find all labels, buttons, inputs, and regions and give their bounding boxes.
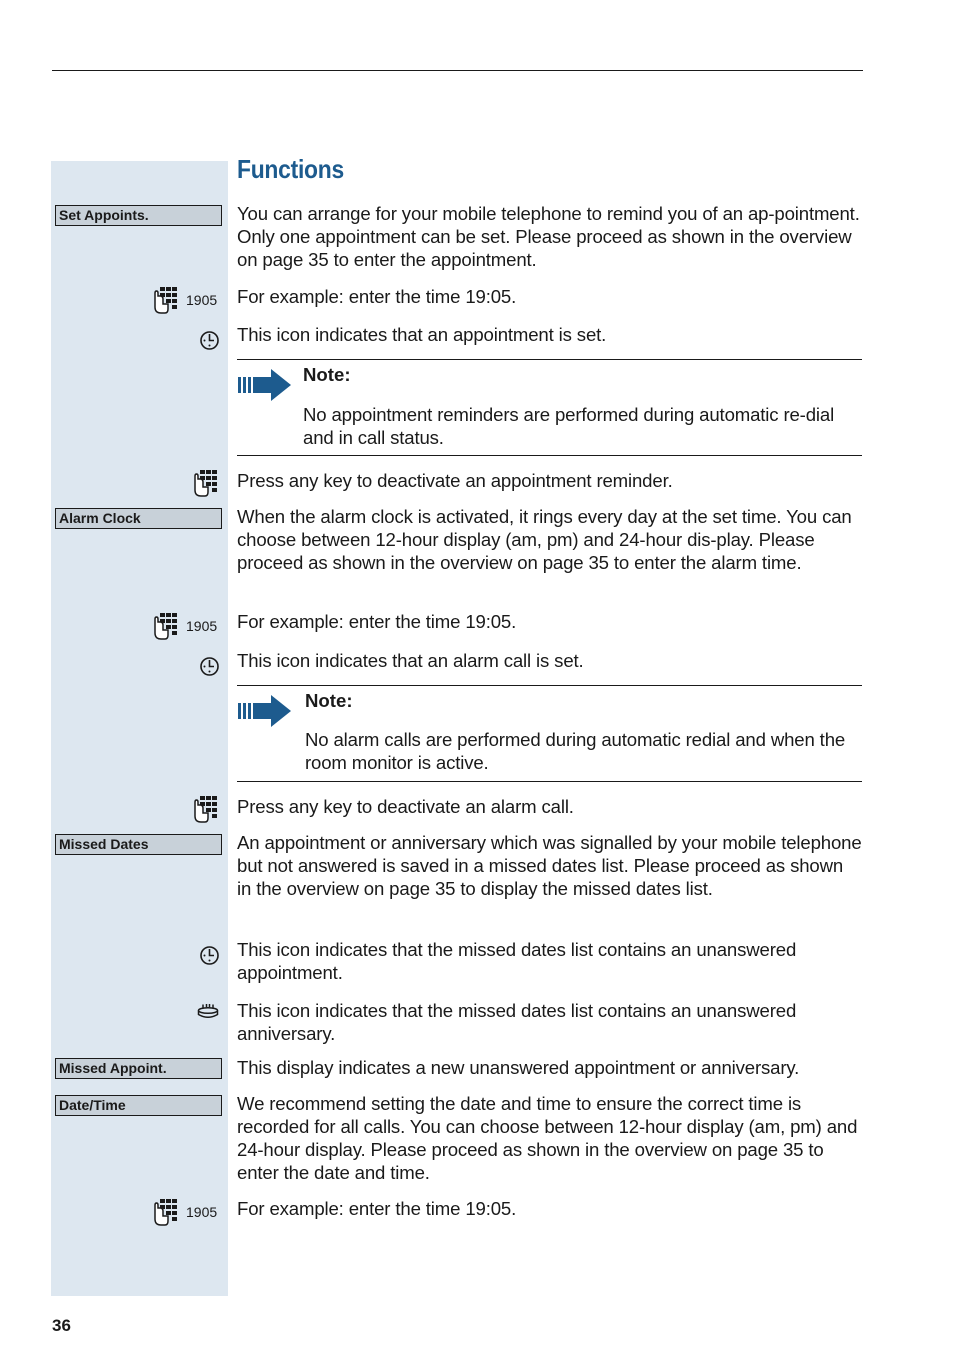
softkey-missed-dates: Missed Dates [55, 834, 222, 855]
paragraph-missed-anniversary-icon: This icon indicates that the missed dates list contains an unanswered anniversary. [237, 1000, 797, 1044]
keypad-icon [152, 285, 179, 315]
note1-text: No appointment reminders are performed during automatic re-dial and in call status. [303, 404, 835, 448]
softkey-alarm-clock: Alarm Clock [55, 508, 222, 529]
paragraph-example-2: For example: enter the time 19:05. [237, 611, 517, 632]
paragraph-set-appoint: You can arrange for your mobile telephone to remind you of an ap-pointment. Only one appointment can be set. Please proceed as shown in the overview on page 35 to enter the appointment. [237, 203, 860, 270]
digits-1905: 1905 [186, 292, 218, 308]
note2-label: Note: [305, 690, 353, 711]
page-number: 36 [52, 1316, 71, 1335]
clock-icon [199, 330, 220, 351]
paragraph-alarm-clock: When the alarm clock is activated, it rings every day at the set time. You can choose between 12-hour display (am, pm) and 24-hour dis-play. Please proceed as shown in the overview on page 35 to enter the alarm time. [237, 506, 852, 573]
note-arrow-icon [238, 368, 292, 402]
top-rule [52, 70, 863, 71]
note1-bottom-rule [237, 455, 862, 456]
note1-label: Note: [303, 364, 351, 385]
keypad-entry-3 [152, 1197, 217, 1227]
paragraph-missed-appoint: This display indicates a new unanswered appointment or anniversary. [237, 1057, 800, 1078]
note2-top-rule [237, 685, 862, 686]
clock-icon [199, 656, 220, 677]
softkey-date-time: Date/Time [55, 1095, 222, 1116]
note2-bottom-rule [237, 781, 862, 782]
birthday-cake-icon [196, 1003, 220, 1020]
note-arrow-icon [238, 694, 292, 728]
paragraph-example-3: For example: enter the time 19:05. [237, 1198, 517, 1219]
keypad-icon [152, 1197, 179, 1227]
keypad-icon [192, 468, 219, 498]
paragraph-alarm-icon: This icon indicates that an alarm call is set. [237, 650, 584, 671]
digits-1905: 1905 [186, 618, 218, 634]
paragraph-deactivate-appoint: Press any key to deactivate an appointment reminder. [237, 470, 673, 491]
note1-top-rule [237, 359, 862, 360]
paragraph-deactivate-alarm: Press any key to deactivate an alarm call. [237, 796, 574, 817]
paragraph-example-1: For example: enter the time 19:05. [237, 286, 517, 307]
keypad-icon [192, 794, 219, 824]
softkey-missed-appoint: Missed Appoint. [55, 1058, 222, 1079]
keypad-icon [152, 611, 179, 641]
keypad-entry-2 [152, 611, 217, 641]
digits-1905: 1905 [186, 1204, 218, 1220]
paragraph-missed-appoint-icon: This icon indicates that the missed dates list contains an unanswered appointment. [237, 939, 797, 983]
paragraph-missed-dates: An appointment or anniversary which was signalled by your mobile telephone but not answered is saved in a missed dates list. Please proceed as shown in the overview on page 35 to display the missed dates list. [237, 832, 862, 899]
page-title: Functions [237, 154, 344, 184]
paragraph-date-time: We recommend setting the date and time to ensure the correct time is recorded for all calls. You can choose between 12-hour display (am, pm) and 24-hour display. Please proceed as shown in the overview on page 35 to enter the date and time. [237, 1093, 858, 1183]
clock-icon [199, 945, 220, 966]
keypad-entry-1 [152, 285, 217, 315]
note2-text: No alarm calls are performed during automatic redial and when the room monitor is active. [305, 729, 846, 773]
softkey-set-appoint: Set Appoints. [55, 205, 222, 226]
paragraph-appoint-icon: This icon indicates that an appointment is set. [237, 324, 607, 345]
